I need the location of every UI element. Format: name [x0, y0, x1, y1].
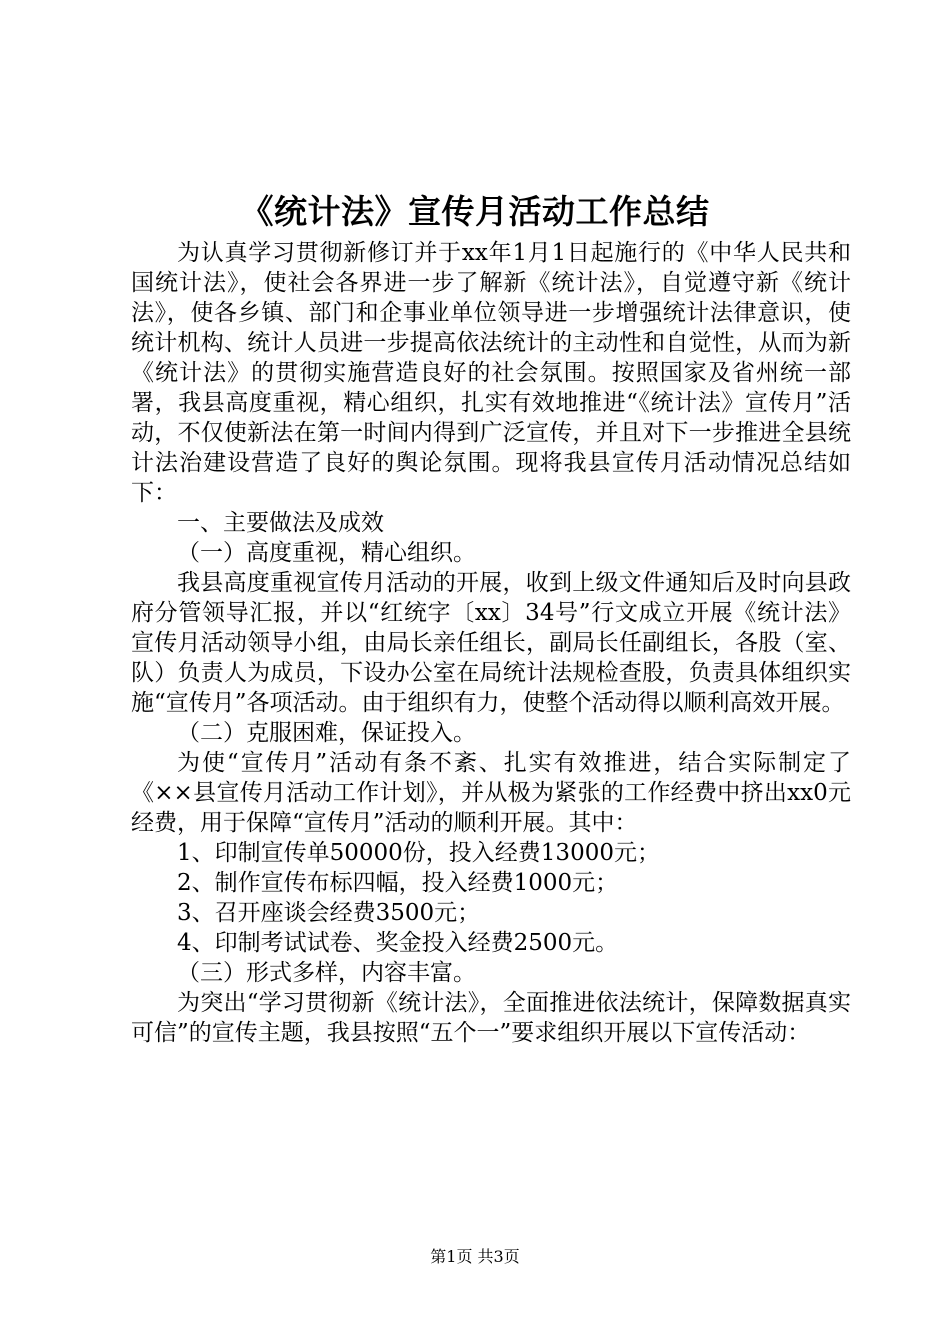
- page-footer: 第1页 共3页: [430, 1247, 520, 1266]
- subsection-heading-1: （一）高度重视，精心组织。: [177, 540, 476, 566]
- list-item-3: 3、召开座谈会经费3500元；: [177, 900, 481, 926]
- list-item-4: 4、印制考试试卷、奖金投入经费2500元。: [177, 930, 619, 956]
- document-body: [131, 238, 851, 1048]
- list-item-2: 2、制作宣传布标四幅，投入经费1000元；: [177, 870, 619, 896]
- paragraph-intro: 为认真学习贯彻新修订并于xx年1月1日起施行的《中华人民共和国统计法》，使社会各界进一步了解新《统计法》，自觉遵守新《统计法》，使各乡镇、部门和企事业单位领导进一步增强统计法律意识，使统计机构、统计人员进一步提高依法统计的主动性和自觉性，从而为新《统计法》的贯彻实施营造良好的社会氛围。按照国家及省州统一部署，我县高度重视，精心组织，扎实有效地推进“《统计法》宣传月”活动，不仅使新法在第一时间内得到广泛宣传，并且对下一步推进全县统计法治建设营造了良好的舆论氛围。现将我县宣传月活动情况总结如下：: [131, 240, 851, 506]
- paragraph-organization: 我县高度重视宣传月活动的开展，收到上级文件通知后及时向县政府分管领导汇报，并以“红统字〔xx〕34号”行文成立开展《统计法》宣传月活动领导小组，由局长亲任组长，副局长任副组长，各股（室、队）负责人为成员，下设办公室在局统计法规检查股，负责具体组织实施“宣传月”各项活动。由于组织有力，使整个活动得以顺利高效开展。: [131, 570, 851, 716]
- subsection-heading-3: （三）形式多样，内容丰富。: [177, 960, 476, 986]
- subsection-heading-2: （二）克服困难，保证投入。: [177, 720, 476, 746]
- document-title: 《统计法》宣传月活动工作总结: [240, 192, 710, 231]
- paragraph-activities: 为突出“学习贯彻新《统计法》，全面推进依法统计，保障数据真实可信”的宣传主题，我县按照“五个一”要求组织开展以下宣传活动：: [131, 990, 851, 1046]
- paragraph-investment: 为使“宣传月”活动有条不紊、扎实有效推进，结合实际制定了《××县宣传月活动工作计划》，并从极为紧张的工作经费中挤出xx0元经费，用于保障“宣传月”活动的顺利开展。其中：: [131, 750, 851, 836]
- list-item-1: 1、印制宣传单50000份，投入经费13000元；: [177, 840, 660, 866]
- section-heading-main-practices: 一、主要做法及成效: [177, 510, 384, 536]
